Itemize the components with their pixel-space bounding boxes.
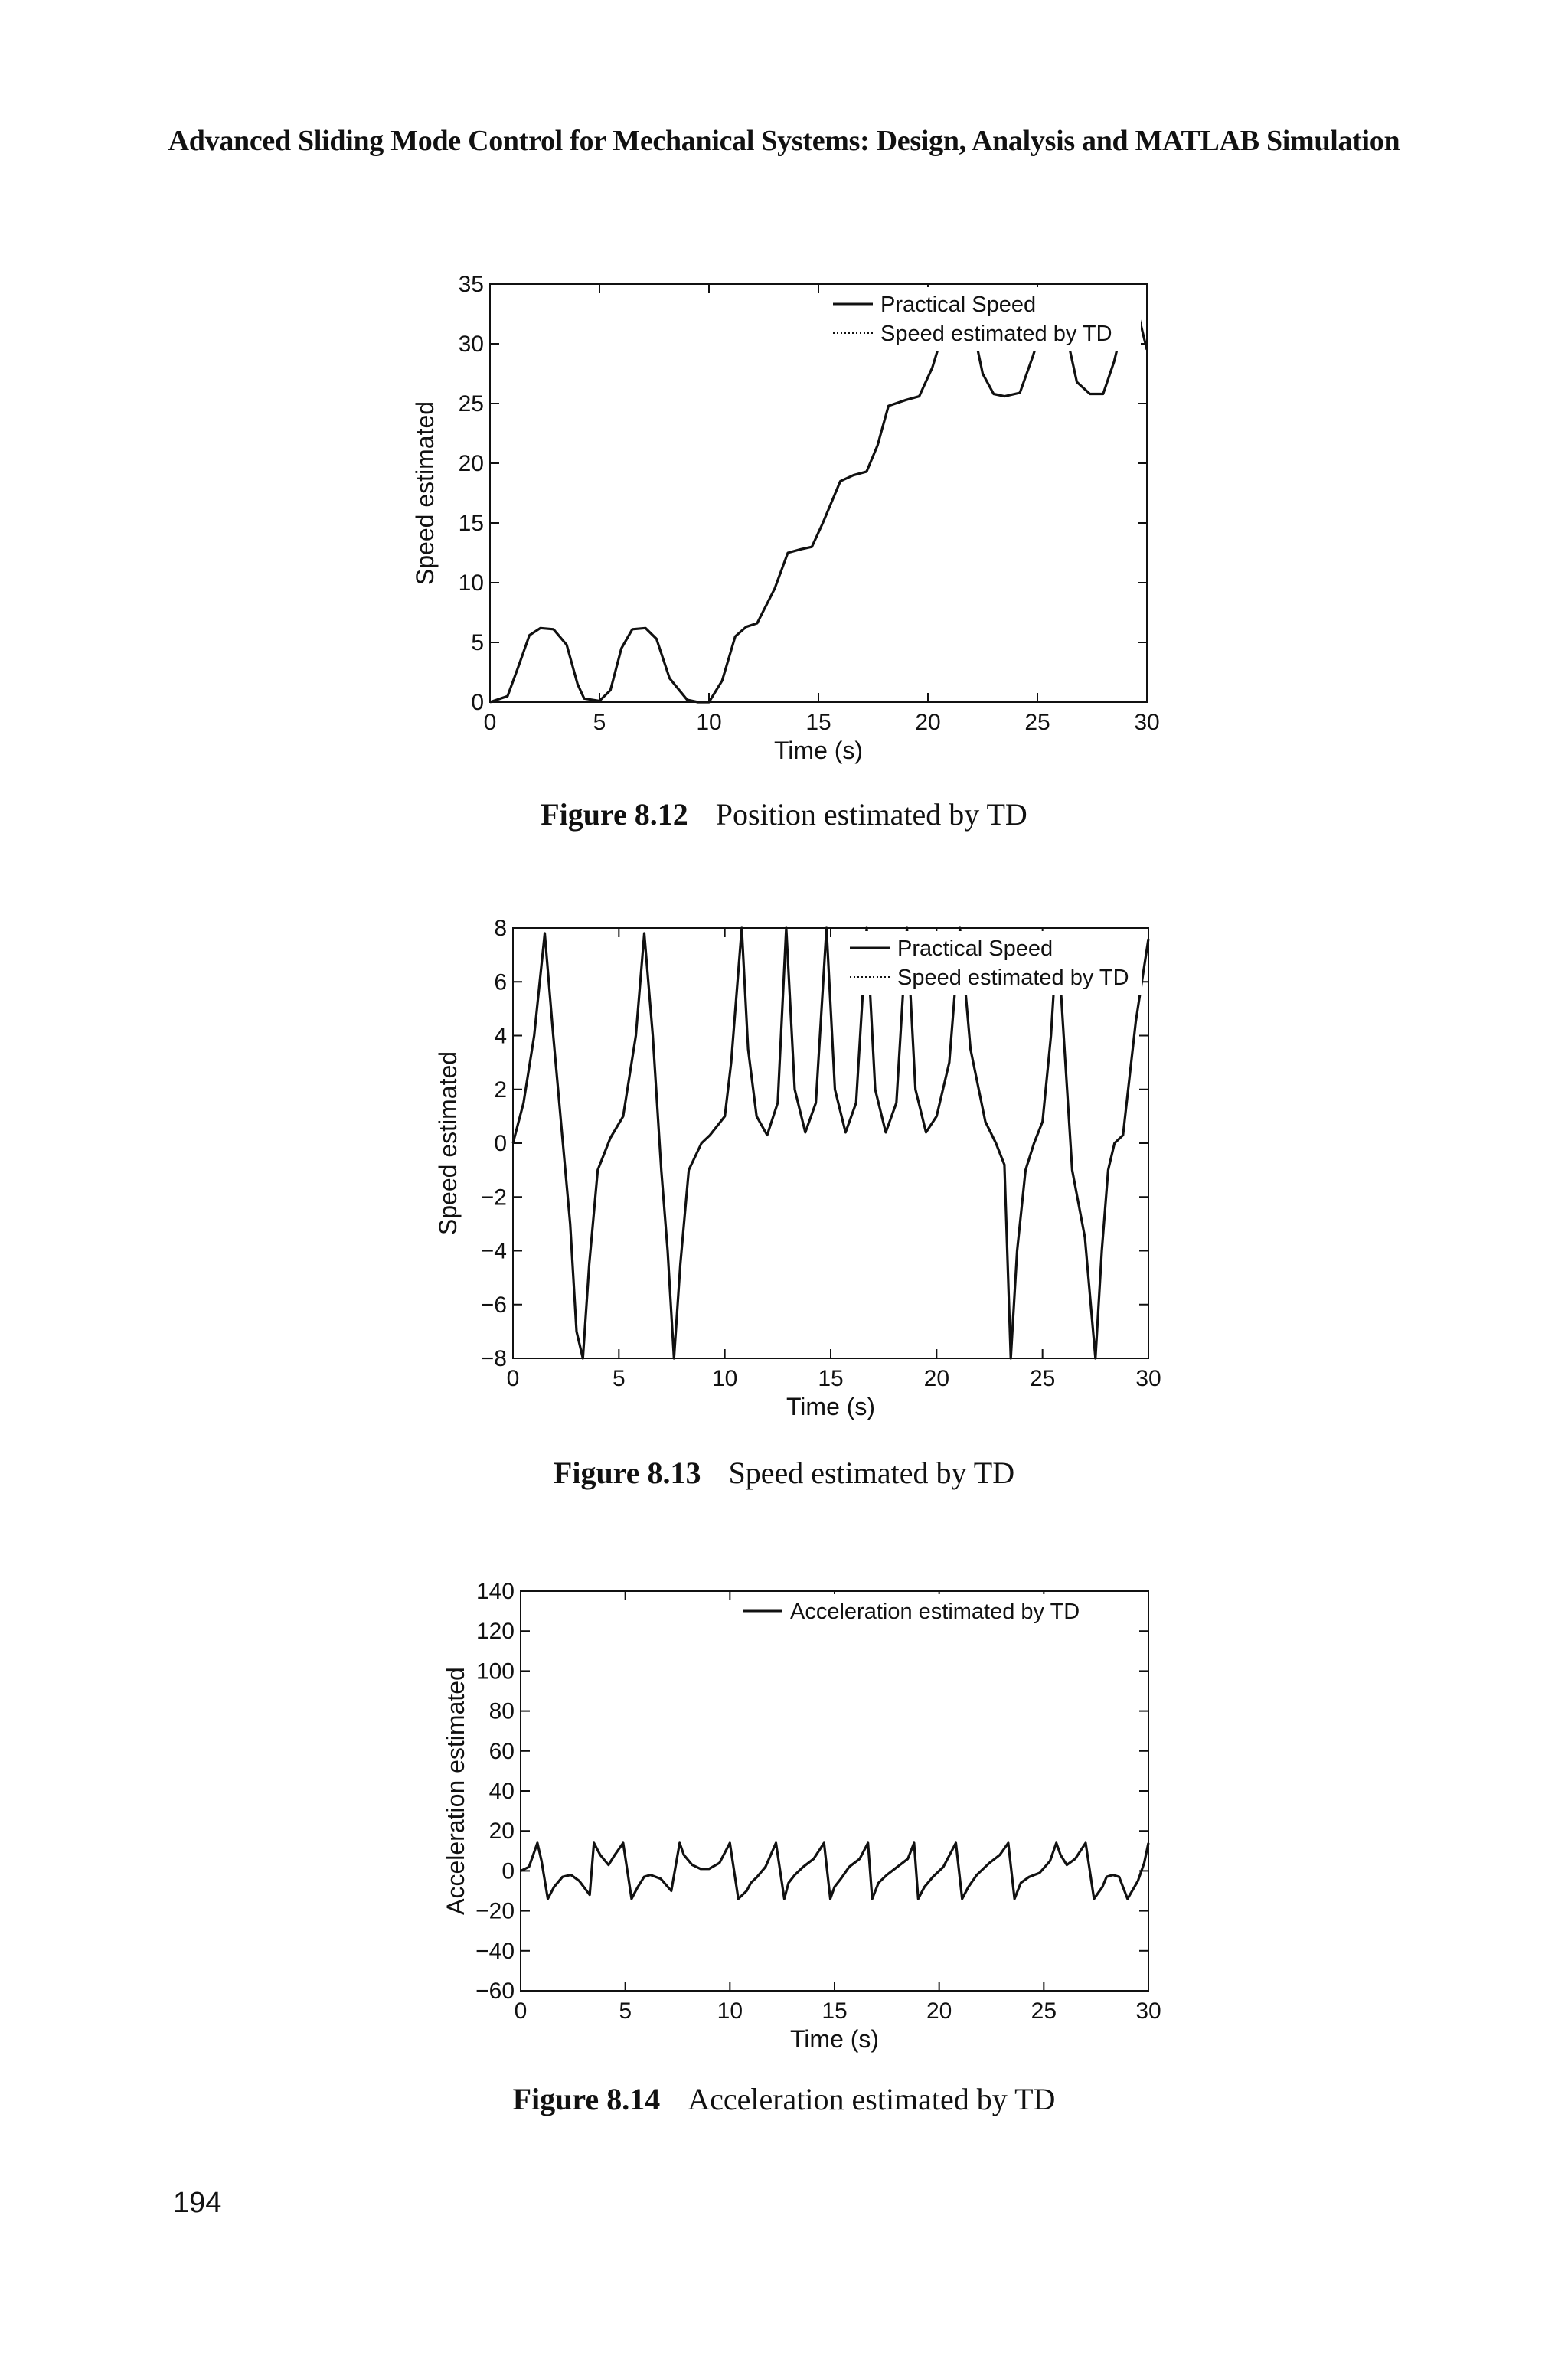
x-tick-label: 15 [805, 710, 831, 735]
y-tick-label: −4 [480, 1238, 507, 1264]
y-tick-label: −60 [475, 1979, 514, 2004]
caption-title: Speed estimated by TD [728, 1456, 1015, 1490]
speed-chart [421, 916, 1171, 1436]
caption-number: Figure 8.13 [553, 1456, 701, 1490]
y-tick-label: −2 [480, 1185, 507, 1211]
legend-label: Speed estimated by TD [880, 322, 1112, 346]
x-tick-label: 15 [818, 1366, 844, 1391]
y-tick-label: 60 [488, 1738, 514, 1764]
y-tick-label: −8 [480, 1346, 507, 1371]
x-tick-label: 25 [1031, 1998, 1057, 2024]
y-tick-label: 140 [475, 1579, 514, 1604]
y-tick-label: 4 [494, 1023, 507, 1049]
x-tick-label: 20 [915, 710, 941, 735]
figure-8-14-plot [421, 1580, 1171, 2070]
x-tick-label: 15 [822, 1998, 848, 2024]
y-tick-label: −6 [480, 1292, 507, 1318]
x-tick-label: 25 [1029, 1366, 1056, 1391]
y-tick-label: 80 [488, 1698, 514, 1724]
y-tick-label: −40 [475, 1938, 514, 1964]
y-tick-label: 20 [458, 451, 484, 476]
series-line-0 [521, 1843, 1148, 1899]
x-tick-label: 10 [696, 710, 722, 735]
series-line-0 [490, 302, 1147, 702]
y-tick-label: 10 [458, 570, 484, 596]
caption-number: Figure 8.14 [512, 2082, 661, 2116]
plot-frame [521, 1591, 1148, 1991]
x-tick-label: 0 [483, 710, 497, 735]
x-tick-label: 30 [1135, 1366, 1161, 1391]
series-line-1 [490, 302, 1147, 702]
caption-number: Figure 8.12 [541, 797, 688, 832]
y-tick-label: 0 [501, 1858, 514, 1884]
y-tick-label: 35 [458, 272, 484, 297]
y-tick-label: 25 [458, 391, 484, 417]
x-tick-label: 10 [717, 1998, 743, 2024]
y-tick-label: 6 [494, 969, 507, 995]
figure-8-13-caption [0, 1455, 1568, 1491]
y-tick-label: 0 [471, 690, 484, 715]
x-tick-label: 25 [1024, 710, 1050, 735]
y-tick-label: 40 [488, 1779, 514, 1804]
y-axis-label: Acceleration estimated [442, 1667, 469, 1915]
x-axis-label: Time (s) [786, 1393, 876, 1420]
caption-title: Position estimated by TD [715, 797, 1027, 832]
y-tick-label: 2 [494, 1077, 507, 1103]
legend-label: Practical Speed [897, 936, 1054, 961]
page-number: 194 [173, 2187, 222, 2219]
running-head: Advanced Sliding Mode Control for Mechanical Systems: Design, Analysis and MATLAB Simulation [168, 125, 1400, 157]
legend-label: Acceleration estimated by TD [790, 1600, 1080, 1624]
y-tick-label: 15 [458, 511, 484, 536]
acceleration-chart [421, 1580, 1171, 2070]
y-tick-label: 100 [475, 1658, 514, 1685]
y-axis-label: Speed estimated [411, 400, 439, 586]
y-tick-label: 20 [488, 1819, 514, 1845]
x-tick-label: 30 [1134, 710, 1160, 735]
y-tick-label: 5 [471, 630, 484, 655]
x-axis-label: Time (s) [773, 737, 864, 764]
legend-label: Practical Speed [880, 292, 1037, 317]
position-chart [413, 272, 1164, 777]
x-tick-label: 0 [506, 1366, 520, 1391]
y-tick-label: 30 [458, 332, 484, 357]
x-tick-label: 10 [711, 1366, 738, 1391]
x-tick-label: 5 [612, 1366, 626, 1391]
y-tick-label: 8 [494, 916, 507, 941]
figure-8-13-plot [421, 916, 1171, 1436]
x-tick-label: 5 [593, 710, 606, 735]
x-tick-label: 5 [619, 1998, 632, 2024]
x-tick-label: 20 [923, 1366, 950, 1391]
figure-8-12-caption [0, 796, 1568, 832]
y-axis-label: Speed estimated [434, 1051, 462, 1236]
caption-title: Acceleration estimated by TD [688, 2082, 1056, 2116]
x-tick-label: 30 [1135, 1998, 1161, 2024]
y-tick-label: −20 [475, 1898, 514, 1924]
figure-8-14-caption [0, 2081, 1568, 2117]
y-tick-label: 0 [494, 1131, 507, 1156]
x-axis-label: Time (s) [789, 2025, 880, 2053]
legend-label: Speed estimated by TD [897, 966, 1129, 990]
y-tick-label: 120 [475, 1619, 514, 1645]
x-tick-label: 20 [926, 1998, 952, 2024]
x-tick-label: 0 [514, 1998, 528, 2024]
figure-8-12-plot [413, 272, 1164, 777]
